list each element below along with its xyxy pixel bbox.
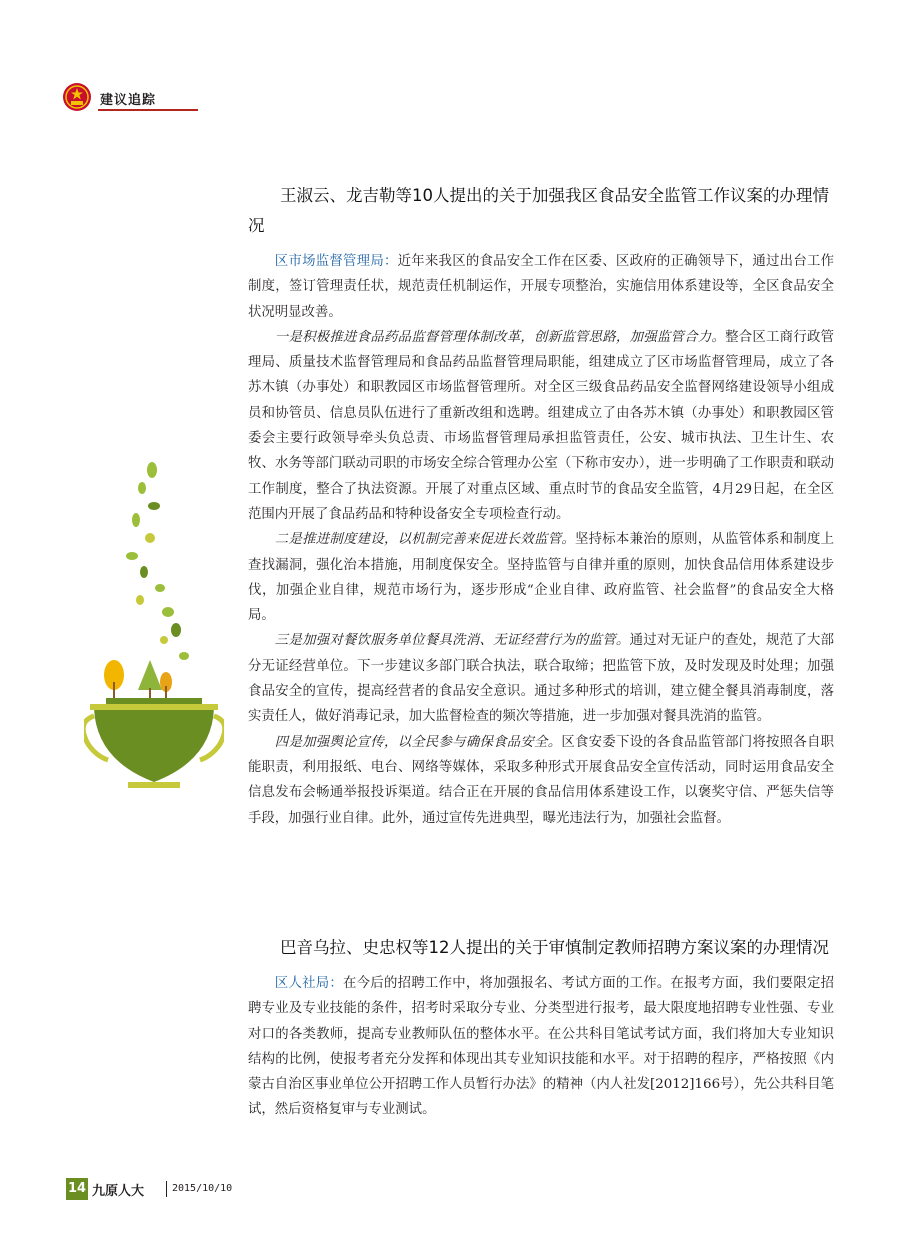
paragraph xyxy=(248,971,834,1123)
section-label: 建议追踪 xyxy=(100,93,157,108)
responder-label: 区市场监督管理局： xyxy=(274,254,398,269)
tree-middle xyxy=(138,660,162,702)
publication-name: 九原人大 xyxy=(92,1184,145,1199)
footer-divider xyxy=(166,1181,167,1197)
article-food-safety xyxy=(248,181,834,831)
header-rule xyxy=(98,109,198,111)
tree-left xyxy=(104,660,124,702)
paragraph xyxy=(248,730,834,831)
page-number: 14 xyxy=(66,1178,88,1200)
article-title: 巴音乌拉、史忠权等12人提出的关于审慎制定教师招聘方案议案的办理情况 xyxy=(280,938,829,957)
point-heading: 三是加强对餐饮服务单位餐具洗消、无证经营行为的监管。 xyxy=(274,633,630,649)
responder-label: 区人社局： xyxy=(274,976,344,991)
point-heading: 二是推进制度建设，以机制完善来促进长效监管。 xyxy=(274,532,575,548)
point-heading: 一是积极推进食品药品监督管理体制改革，创新监管思路，加强监管合力。 xyxy=(274,329,726,345)
national-emblem-icon xyxy=(62,82,92,112)
article-title: 王淑云、龙吉勒等10人提出的关于加强我区食品安全监管工作议案的办理情况 xyxy=(248,186,829,235)
tree-right xyxy=(160,672,172,702)
paragraph xyxy=(248,325,834,527)
paragraph-text: 整合区工商行政管理局、质量技术监督管理局和食品药品监督管理局职能，组建成立了区市场监督管理局，成立了各苏木镇（办事处）和职教园区市场监督管理所。对全区三级食品药品安全监督网络建设领导小组成员和协管员、信息员队伍进行了重新改组和选聘。组建成立了由各苏木镇（办事处）和职教园区管委会主要行政领导牵头负总责、市场监督管理局承担监管责任，公安、城市执法、卫生计生、农牧、水务等部门联动司职的市场安全综合管理办公室（下称市安办），进一步明确了工作职责和联动工作制度，整合了执法资源。开展了对重点区域、重点时节的食品安全监管，4月29日起，在全区范围内开展了食品药品和特种设备安全专项检查行动。 xyxy=(248,329,835,522)
paragraph-text: 坚持标本兼治的原则，从监管体系和制度上查找漏洞，强化治本措施，用制度保安全。坚持监管与自律并重的原则，加快食品信用体系建设步伐，加强企业自律，规范市场行为，逐步形成“企业自律、政府监管、社会监督”的食品安全大格局。 xyxy=(248,532,835,624)
paragraph-text: 在今后的招聘工作中，将加强报名、考试方面的工作。在报考方面，我们要限定招聘专业及专业技能的条件，招考时采取分专业、分类型进行报考，最大限度地招聘专业性强、专业对口的各类教师，提高专业教师队伍的整体水平。在公共科目笔试考试方面，我们将加大专业知识结构的比例，使报考者充分发挥和体现出其专业知识技能和水平。对于招聘的程序，严格按照《内蒙古自治区事业单位公开招聘工作人员暂行办法》的精神（内人社发[2012]166号），先公共科目笔试，然后资格复审与专业测试。 xyxy=(248,976,835,1118)
paragraph xyxy=(248,249,834,325)
paragraph xyxy=(248,527,834,628)
paragraph-text: 区食安委下设的各食品监管部门将按照各自职能职责，利用报纸、电台、网络等媒体，采取多种形式开展食品安全宣传活动，同时运用食品安全信息发布会畅通举报投诉渠道。结合正在开展的食品信用体系建设工作，以褒奖守信、严惩失信等手段，加强行业自律。此外，通过宣传先进典型，曝光违法行为，加强社会监督。 xyxy=(248,734,835,826)
publication-date: 2015/10/10 xyxy=(172,1183,233,1194)
paragraph-text: 通过对无证户的查处，规范了大部分无证经营单位。下一步建议多部门联合执法，联合取缔；把监管下放，及时发现及时处理；加强食品安全的宣传，提高经营者的食品安全意识。通过多种形式的培训，建立健全餐具消毒制度，落实责任人，做好消毒记录，加大监督检查的频次等措施，进一步加强对餐具洗消的监管。 xyxy=(248,633,835,725)
article-teacher-recruitment xyxy=(248,933,834,1123)
point-heading: 四是加强舆论宣传，以全民参与确保食品安全。 xyxy=(274,734,562,750)
section-header xyxy=(62,82,198,112)
plant-cup-illustration xyxy=(84,460,224,790)
paragraph xyxy=(248,628,834,729)
paragraph-text: 近年来我区的食品安全工作在区委、区政府的正确领导下，通过出台工作制度，签订管理责任状，规范责任机制运作，开展专项整治，实施信用体系建设等，全区食品安全状况明显改善。 xyxy=(248,254,835,320)
